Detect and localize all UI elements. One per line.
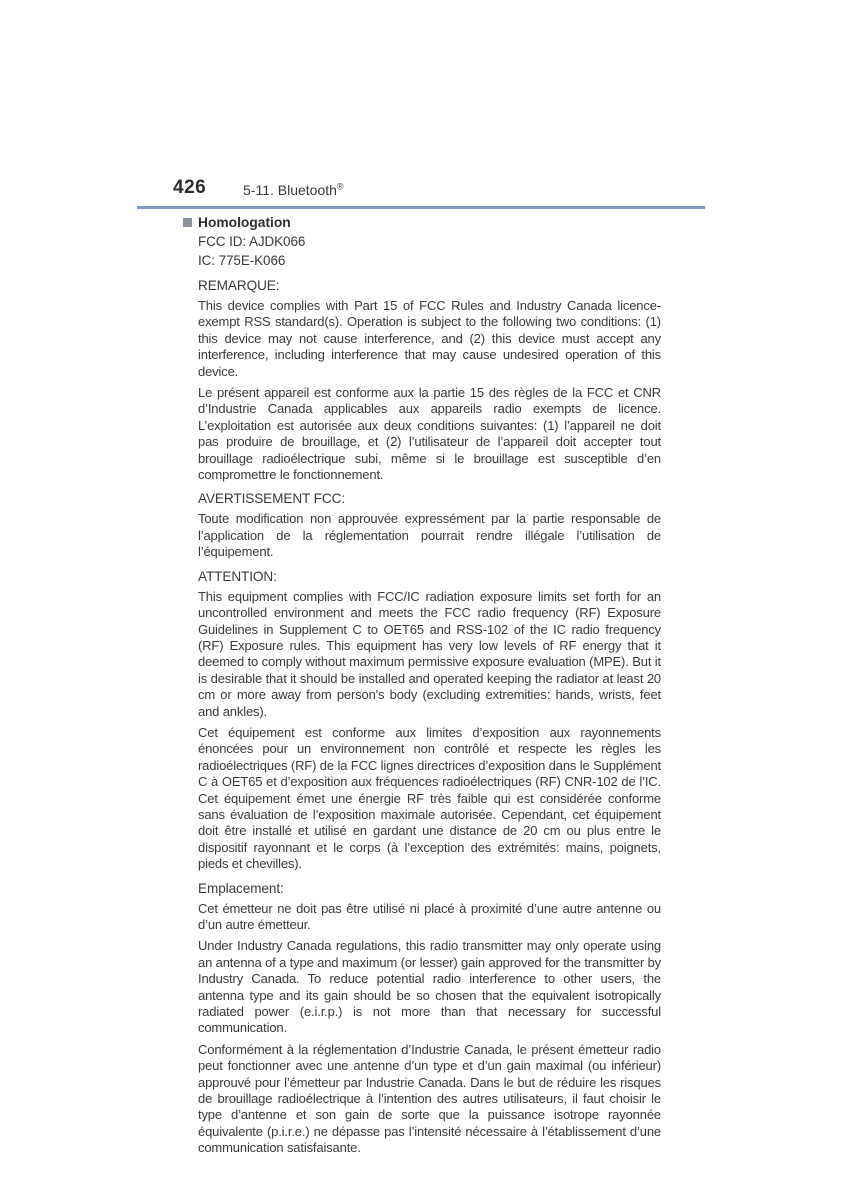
- modification-warning-paragraph-fr: Toute modification non approuvée expressément par la partie responsable de l’application de la réglementation pourrait rendre illégale l’utilisation de l’équipement.: [198, 511, 661, 560]
- rf-exposure-paragraph-fr: Cet équipement est conforme aux limites d’exposition aux rayonnements énoncées pour un environnement non contrôlé et respecte les règles les radioélectriques (RF) de la FCC lignes directrices d’exposition dans le Supplément C à OET65 et d’exposition aux fréquences radioélectriques (RF) CNR-102 de l’IC. Cet équipement émet une énergie RF très faible qui est considérée conforme sans évaluation de l’exposition maximale autorisée. Cependant, cet équipement doit être installé et utilisé en gardant une distance de 20 cm ou plus entre le dispositif rayonnant et le corps (à l’exception des extrémités: mains, poignets, pieds et chevilles).: [198, 724, 661, 872]
- content-column: [183, 215, 661, 1162]
- industry-canada-paragraph-en: Under Industry Canada regulations, this radio transmitter may only operate using an antenna of a type and maximum (or lesser) gain approved for the transmitter by Industry Canada. To reduce potential radio interference to other users, the antenna type and its gain should be so chosen that the equivalent isotropically radiated power (e.i.r.p.) is not more than that necessary for successful communication.: [198, 938, 661, 1036]
- avertissement-fcc-label: AVERTISSEMENT FCC:: [198, 491, 346, 507]
- rf-exposure-paragraph-en: This equipment complies with FCC/IC radiation exposure limits set forth for an uncontrolled environment and meets the FCC radio frequency (RF) Exposure Guidelines in Supplement C to OET65 and RSS-102 of the IC radio frequency (RF) Exposure rules. This equipment has very low levels of RF energy that it deemed to comply without maximum permissive exposure evaluation (MPE). But it is desirable that it should be installed and operated keeping the radiator at least 20 cm or more away from person's body (excluding extremities: hands, wrists, feet and ankles).: [198, 588, 661, 719]
- ic-id-line: IC: 775E-K066: [198, 252, 286, 268]
- content-body: [198, 233, 661, 1157]
- fcc-id-line: FCC ID: AJDK066: [198, 234, 306, 249]
- trademark-symbol: ®: [336, 181, 344, 192]
- transmitter-placement-paragraph-fr: Cet émetteur ne doit pas être utilisé ni placé à proximité d’une autre antenne ou d’un autre émetteur.: [198, 900, 661, 932]
- remarque-label: REMARQUE:: [198, 278, 280, 293]
- emplacement-label: Emplacement:: [198, 880, 284, 896]
- industry-canada-paragraph-fr: Conformément à la réglementation d’Industrie Canada, le présent émetteur radio peut fonctionner avec une antenne d’un type et d’un gain maximal (ou inférieur) approuvé pour l’émetteur par Industrie Canada. Dans le but de réduire les risques de brouillage radioélectrique à l’intention des autres utilisateurs, il faut choisir le type d’antenne et son gain de sorte que la puissance isotrope rayonnée équivalente (p.i.r.e.) ne dépasse pas l’intensité nécessaire à l’établissement d’une communication satisfaisante.: [198, 1041, 661, 1156]
- page-number: 426: [173, 177, 207, 198]
- homologation-heading: [183, 215, 661, 230]
- fcc-compliance-paragraph-fr: Le présent appareil est conforme aux la partie 15 des règles de la FCC et CNR d’Industrie Canada applicables aux appareils radio exempts de licence. L’exploitation est autorisée aux deux conditions suivantes: (1) l’appareil ne doit pas produire de brouillage, et (2) l’utilisateur de l’appareil doit accepter tout brouillage radioélectrique subi, même si le brouillage est susceptible d’en compromettre le fonctionnement.: [198, 385, 661, 483]
- header-rule: [137, 206, 705, 209]
- fcc-compliance-paragraph-en: This device complies with Part 15 of FCC Rules and Industry Canada licence-exempt RSS standard(s). Operation is subject to the following two conditions: (1) this device may not cause interference, and (2) this device must accept any interference, including interference that may cause undesired operation of this device.: [198, 298, 661, 379]
- section-title-text: 5-11. Bluetooth: [243, 182, 337, 198]
- section-title: [243, 182, 344, 198]
- homologation-heading-text: Homologation: [198, 215, 291, 230]
- attention-label: ATTENTION:: [198, 568, 277, 584]
- square-bullet-icon: [183, 218, 192, 227]
